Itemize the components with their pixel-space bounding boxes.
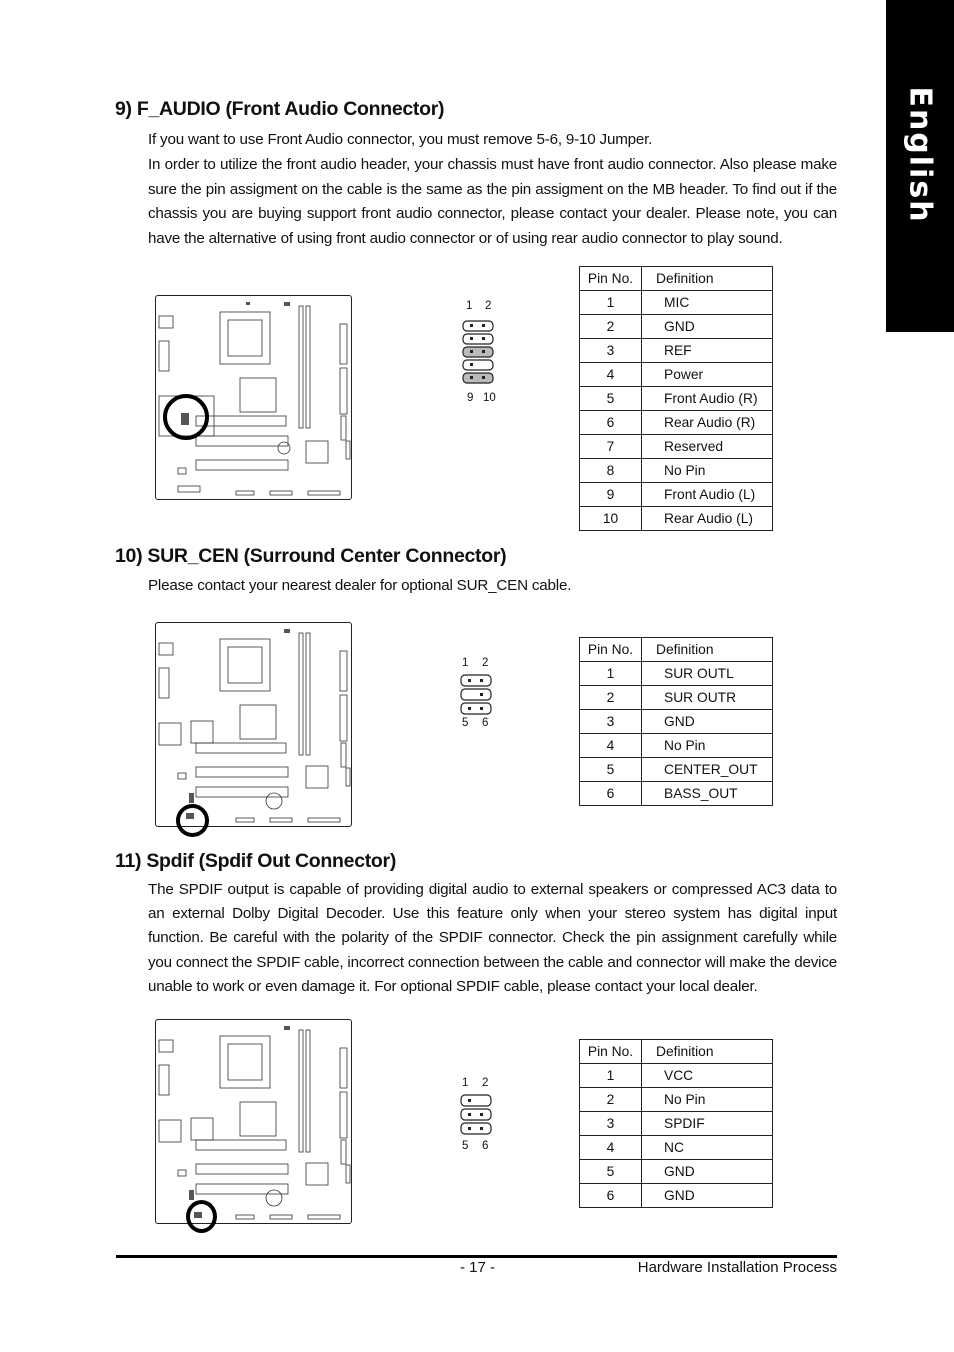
definition-cell: Front Audio (R) xyxy=(642,387,773,411)
pin-cell: 3 xyxy=(580,710,642,734)
f-audio-pin-label-2: 2 xyxy=(485,300,492,312)
table-row xyxy=(580,339,773,363)
table-header-row xyxy=(580,1040,773,1064)
definition-cell: Rear Audio (R) xyxy=(642,411,773,435)
section-heading-spdif: 11) Spdif (Spdif Out Connector) xyxy=(115,850,397,872)
sur-cen-pin-header-icon xyxy=(460,674,494,716)
pin-cell: 1 xyxy=(580,662,642,686)
definition-cell: VCC xyxy=(642,1064,773,1088)
table-header-pin: Pin No. xyxy=(580,267,642,291)
f-audio-pin-table xyxy=(579,266,773,531)
definition-cell: Rear Audio (L) xyxy=(642,507,773,531)
pin-cell: 6 xyxy=(580,782,642,806)
pin-cell: 6 xyxy=(580,1184,642,1208)
pin-cell: 2 xyxy=(580,686,642,710)
section-body-spdif xyxy=(148,878,837,999)
table-row xyxy=(580,686,773,710)
definition-cell: GND xyxy=(642,1184,773,1208)
spdif-pin-label-6: 6 xyxy=(482,1140,489,1152)
definition-cell: CENTER_OUT xyxy=(642,758,773,782)
sur-cen-pin-label-6: 6 xyxy=(482,717,489,729)
definition-cell: No Pin xyxy=(642,734,773,758)
table-row xyxy=(580,411,773,435)
section-body-f-audio xyxy=(148,128,837,252)
pin-cell: 7 xyxy=(580,435,642,459)
f-audio-header xyxy=(462,300,502,410)
section-heading-f-audio: 9) F_AUDIO (Front Audio Connector) xyxy=(115,98,445,120)
table-header-definition: Definition xyxy=(642,638,773,662)
table-row xyxy=(580,1136,773,1160)
pin-cell: 4 xyxy=(580,363,642,387)
motherboard-layout-icon xyxy=(156,1020,353,1225)
table-row xyxy=(580,710,773,734)
spdif-location-marker xyxy=(186,1200,217,1233)
pin-cell: 4 xyxy=(580,1136,642,1160)
table-row xyxy=(580,507,773,531)
definition-cell: REF xyxy=(642,339,773,363)
sur-cen-pin-label-1: 1 xyxy=(462,657,469,669)
pin-cell: 2 xyxy=(580,1088,642,1112)
table-row xyxy=(580,1112,773,1136)
f-audio-pin-label-10: 10 xyxy=(483,392,496,404)
spdif-pin-table xyxy=(579,1039,773,1208)
pin-cell: 3 xyxy=(580,339,642,363)
definition-cell: SUR OUTL xyxy=(642,662,773,686)
page-number: - 17 - xyxy=(460,1259,496,1276)
table-row xyxy=(580,758,773,782)
pin-cell: 3 xyxy=(580,1112,642,1136)
language-side-tab xyxy=(886,0,954,332)
sur-cen-pin-label-2: 2 xyxy=(482,657,489,669)
f-audio-pin-header-icon xyxy=(462,319,496,387)
language-tab-label: English xyxy=(902,86,938,224)
definition-cell: BASS_OUT xyxy=(642,782,773,806)
motherboard-diagram-sur-cen xyxy=(155,622,352,827)
definition-cell: MIC xyxy=(642,291,773,315)
definition-cell: No Pin xyxy=(642,459,773,483)
table-row xyxy=(580,387,773,411)
f-audio-pin-label-1: 1 xyxy=(466,300,473,312)
definition-cell: Reserved xyxy=(642,435,773,459)
pin-cell: 9 xyxy=(580,483,642,507)
definition-cell: SUR OUTR xyxy=(642,686,773,710)
pin-cell: 2 xyxy=(580,315,642,339)
footer-chapter-title: Hardware Installation Process xyxy=(637,1259,837,1276)
sur-cen-paragraph: Please contact your nearest dealer for optional SUR_CEN cable. xyxy=(148,577,572,594)
pin-cell: 1 xyxy=(580,291,642,315)
footer-divider xyxy=(116,1255,837,1258)
sur-cen-pin-table xyxy=(579,637,773,806)
table-row xyxy=(580,363,773,387)
pin-cell: 4 xyxy=(580,734,642,758)
table-row xyxy=(580,782,773,806)
spdif-pin-label-5: 5 xyxy=(462,1140,469,1152)
table-header-definition: Definition xyxy=(642,1040,773,1064)
sur-cen-location-marker xyxy=(176,804,209,837)
spdif-pin-label-2: 2 xyxy=(482,1077,489,1089)
pin-cell: 6 xyxy=(580,411,642,435)
f-audio-pin-label-9: 9 xyxy=(467,392,474,404)
definition-cell: Front Audio (L) xyxy=(642,483,773,507)
table-row xyxy=(580,459,773,483)
table-header-definition: Definition xyxy=(642,267,773,291)
definition-cell: Power xyxy=(642,363,773,387)
table-row xyxy=(580,1088,773,1112)
spdif-pin-label-1: 1 xyxy=(462,1077,469,1089)
pin-cell: 5 xyxy=(580,387,642,411)
table-row xyxy=(580,662,773,686)
table-row xyxy=(580,291,773,315)
table-header-pin: Pin No. xyxy=(580,638,642,662)
definition-cell: GND xyxy=(642,315,773,339)
motherboard-layout-icon xyxy=(156,623,353,828)
definition-cell: No Pin xyxy=(642,1088,773,1112)
table-row xyxy=(580,734,773,758)
pin-cell: 1 xyxy=(580,1064,642,1088)
pin-cell: 5 xyxy=(580,1160,642,1184)
table-row xyxy=(580,1184,773,1208)
table-row xyxy=(580,1064,773,1088)
table-header-row xyxy=(580,638,773,662)
table-row xyxy=(580,1160,773,1184)
f-audio-location-marker xyxy=(163,394,209,440)
motherboard-diagram-spdif xyxy=(155,1019,352,1224)
definition-cell: NC xyxy=(642,1136,773,1160)
definition-cell: GND xyxy=(642,1160,773,1184)
f-audio-paragraph-1: If you want to use Front Audio connector, you must remove 5-6, 9-10 Jumper. xyxy=(148,131,653,148)
spdif-header xyxy=(458,1076,498,1156)
pin-cell: 10 xyxy=(580,507,642,531)
f-audio-paragraph-2: In order to utilize the front audio header, your chassis must have front audio connector. Also please make sure the pin assigment on the cable is the same as the pin assigment on the MB header. To find out if the chassis you are buying support front audio connector, please contact your dealer. Please note, you can have the alternative of using front audio connector or of using rear audio connector to play sound. xyxy=(148,155,837,248)
section-heading-sur-cen: 10) SUR_CEN (Surround Center Connector) xyxy=(115,545,507,567)
sur-cen-pin-label-5: 5 xyxy=(462,717,469,729)
sur-cen-header xyxy=(458,656,498,736)
definition-cell: SPDIF xyxy=(642,1112,773,1136)
table-header-row xyxy=(580,267,773,291)
table-header-pin: Pin No. xyxy=(580,1040,642,1064)
spdif-pin-header-icon xyxy=(460,1094,494,1136)
table-row xyxy=(580,483,773,507)
pin-cell: 5 xyxy=(580,758,642,782)
spdif-paragraph: The SPDIF output is capable of providing digital audio to external speakers or compressed AC3 data to an external Dolby Digital Decoder. Use this feature only when your stereo system has digital input function. Be careful with the polarity of the SPDIF connector. Check the pin assignment carefully while you connect the SPDIF cable, incorrect connection between the cable and connector will make the device unable to work or even damage it. For optional SPDIF cable, please contact your local dealer. xyxy=(148,881,837,995)
table-row xyxy=(580,315,773,339)
table-row xyxy=(580,435,773,459)
pin-cell: 8 xyxy=(580,459,642,483)
definition-cell: GND xyxy=(642,710,773,734)
